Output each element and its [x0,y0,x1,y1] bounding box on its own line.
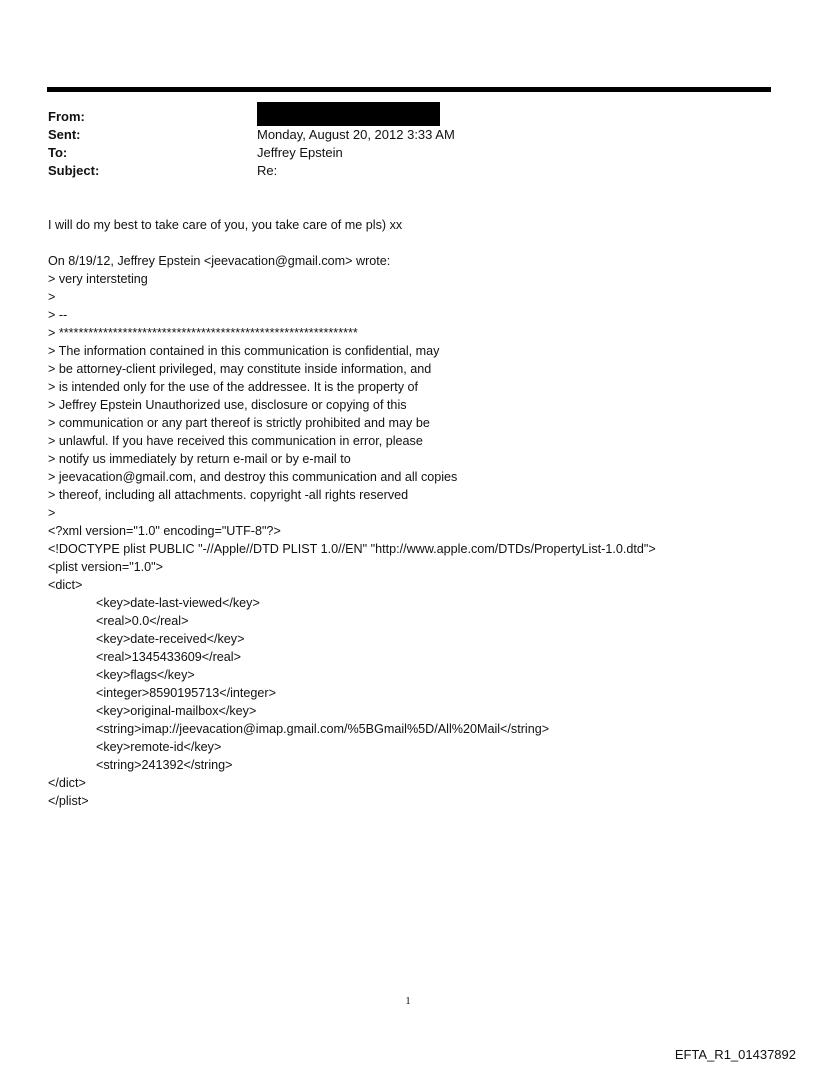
quoted-line: > is intended only for the use of the addressee. It is the property of [48,380,418,394]
xml-line: <plist version="1.0"> [48,560,164,574]
subject-row [48,162,748,180]
quoted-line: > unlawful. If you have received this communication in error, please [48,434,423,448]
sent-value: Monday, August 20, 2012 3:33 AM [257,127,455,142]
email-header [48,108,748,180]
quote-intro: On 8/19/12, Jeffrey Epstein <jeevacation@gmail.com> wrote: [48,254,391,268]
quoted-line: > very intersteting [48,272,148,286]
to-value: Jeffrey Epstein [257,145,343,160]
redaction-box [257,102,440,126]
xml-dict-line: <real>0.0</real> [96,614,189,628]
xml-dict-line: <integer>8590195713</integer> [96,686,276,700]
xml-line: <!DOCTYPE plist PUBLIC "-//Apple//DTD PLIST 1.0//EN" "http://www.apple.com/DTDs/PropertyList-1.0.dtd"> [48,542,656,556]
xml-dict-line: <key>remote-id</key> [96,740,222,754]
quoted-line: > jeevacation@gmail.com, and destroy this communication and all copies [48,470,458,484]
reply-text: I will do my best to take care of you, you take care of me pls) xx [48,218,403,232]
quoted-line: > -- [48,308,68,322]
xml-dict-line: <real>1345433609</real> [96,650,241,664]
quoted-line: > [48,290,56,304]
from-row [48,108,748,126]
xml-line: <?xml version="1.0" encoding="UTF-8"?> [48,524,281,538]
xml-dict-line: <string>241392</string> [96,758,233,772]
quoted-line: > The information contained in this communication is confidential, may [48,344,440,358]
xml-dict-line: <key>date-last-viewed</key> [96,596,260,610]
document-id: EFTA_R1_01437892 [674,1047,796,1062]
spacer [48,234,788,252]
xml-dict-line: <key>flags</key> [96,668,195,682]
quoted-line: > [48,506,56,520]
quoted-line: > ************************************************************* [48,326,358,340]
top-rule [47,87,771,92]
xml-line: </plist> [48,794,89,808]
xml-dict-line: <key>date-received</key> [96,632,245,646]
subject-label: Subject: [48,163,100,178]
page-number: 1 [405,995,411,1007]
xml-dict-line: <string>imap://jeevacation@imap.gmail.com/%5BGmail%5D/All%20Mail</string> [96,722,550,736]
email-body [48,216,788,810]
xml-line: </dict> [48,776,86,790]
xml-dict-line: <key>original-mailbox</key> [96,704,257,718]
sent-row [48,126,748,144]
to-label: To: [48,145,68,160]
xml-line: <dict> [48,578,83,592]
subject-value: Re: [257,163,278,178]
quoted-line: > thereof, including all attachments. copyright -all rights reserved [48,488,409,502]
sent-label: Sent: [48,127,81,142]
quoted-line: > Jeffrey Epstein Unauthorized use, disclosure or copying of this [48,398,407,412]
from-label: From: [48,109,85,124]
quoted-line: > communication or any part thereof is strictly prohibited and may be [48,416,430,430]
quoted-line: > be attorney-client privileged, may constitute inside information, and [48,362,432,376]
to-row [48,144,748,162]
quoted-line: > notify us immediately by return e-mail or by e-mail to [48,452,351,466]
